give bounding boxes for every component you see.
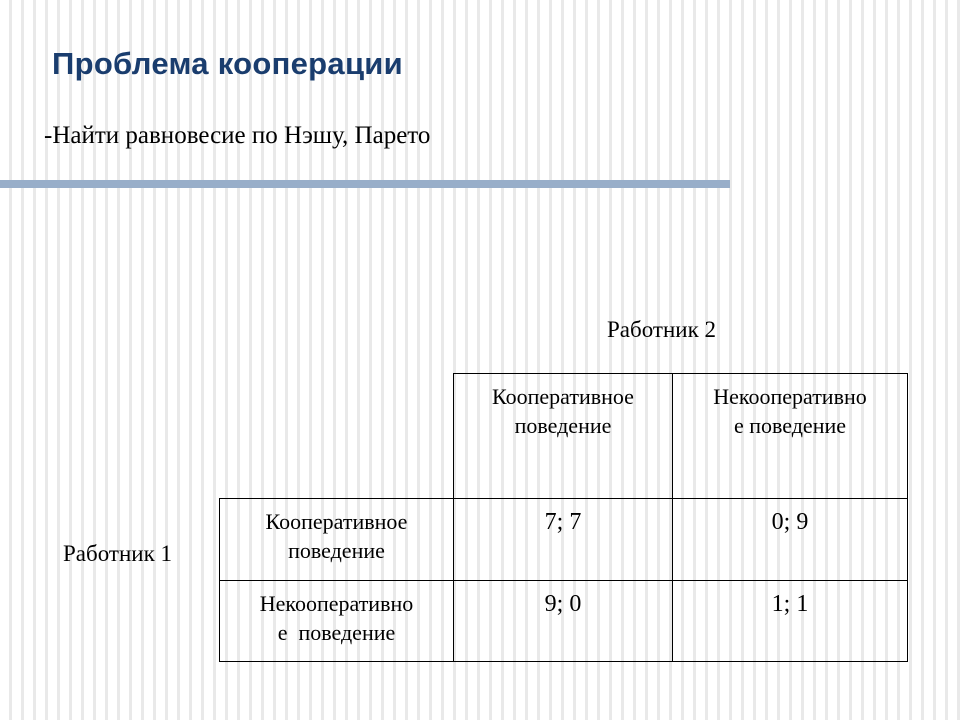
payoff-value: 9; 0 (544, 591, 582, 617)
payoff-value: 0; 9 (771, 509, 809, 535)
payoff-cell (672, 498, 908, 581)
slide-subtitle: -Найти равновесие по Нэшу, Парето (44, 122, 431, 149)
col-header-line: поведение (514, 413, 612, 438)
row-header-line: Кооперативное (265, 509, 408, 534)
row-header-cooperative (219, 498, 454, 581)
payoff-cell (672, 580, 908, 662)
title-divider (0, 180, 730, 188)
row-header-noncooperative (219, 580, 454, 662)
col-header-line: е поведение (733, 413, 847, 438)
payoff-cell (453, 580, 673, 662)
row-header-line: поведение (288, 538, 385, 563)
row-header-line: е поведение (277, 620, 396, 645)
col-header-line: Кооперативное (492, 384, 634, 409)
payoff-value: 1; 1 (771, 591, 809, 617)
slide-title: Проблема кооперации (52, 46, 404, 81)
col-header-line: Некооперативно (713, 384, 867, 409)
col-header-cooperative (453, 373, 673, 499)
payoff-value: 7; 7 (544, 509, 582, 535)
row-header-line: Некооперативно (259, 591, 414, 616)
player2-label: Работник 2 (607, 317, 716, 342)
col-header-noncooperative (672, 373, 908, 499)
player1-label: Работник 1 (63, 541, 172, 566)
payoff-cell (453, 498, 673, 581)
